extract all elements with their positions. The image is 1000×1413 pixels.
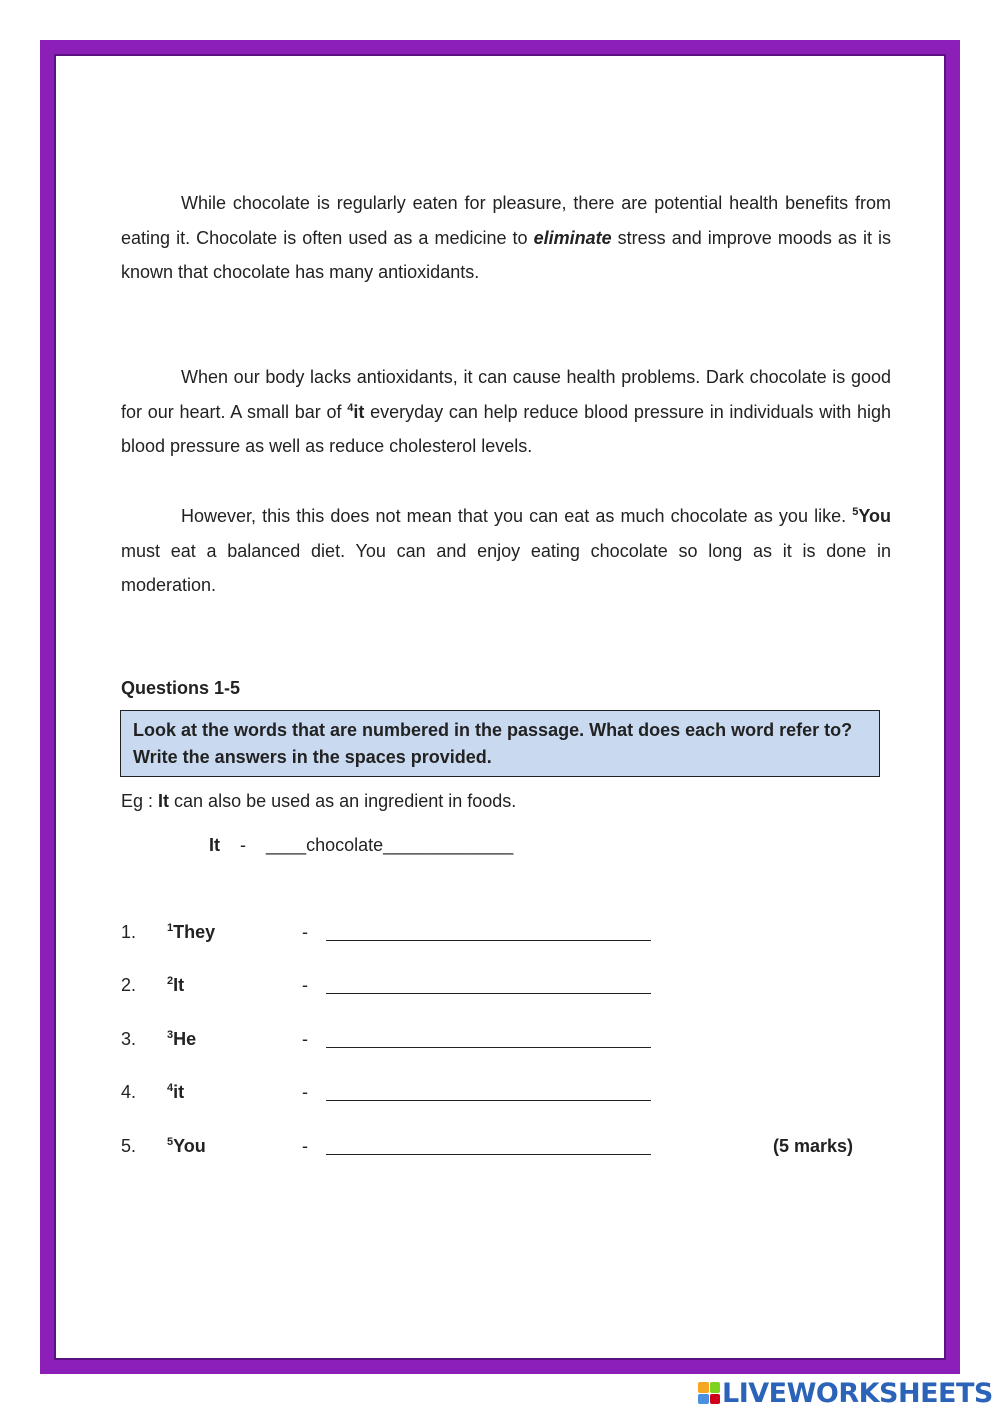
example-rest: can also be used as an ingredient in foods. xyxy=(169,791,517,811)
p2-text-before: When our body lacks antioxidants, it can cause health problems. Dark chocolate is good for our heart. A small bar of xyxy=(121,367,891,422)
question-word-sup: 3 xyxy=(167,1029,174,1041)
question-row-2 xyxy=(121,975,881,1001)
question-word xyxy=(167,1029,196,1050)
question-row-1 xyxy=(121,922,881,948)
answer-line-2[interactable] xyxy=(326,993,651,994)
p2-ref-number: 4 xyxy=(347,401,354,414)
question-word-text: it xyxy=(173,1082,185,1102)
question-number: 2. xyxy=(121,975,137,995)
p3-text-after: must eat a balanced diet. You can and enjoy eating chocolate so long as it is done in moderation. xyxy=(121,540,891,595)
question-word-sup: 5 xyxy=(167,1136,174,1148)
marks-label: (5 marks) xyxy=(773,1136,854,1156)
answer-line-5[interactable] xyxy=(326,1154,651,1155)
question-word-sup: 4 xyxy=(167,1082,174,1094)
watermark xyxy=(698,1378,993,1408)
question-number: 5. xyxy=(121,1136,137,1156)
question-row-3 xyxy=(121,1029,881,1055)
questions-heading: Questions 1-5 xyxy=(121,678,241,698)
question-word-sup: 2 xyxy=(167,975,174,987)
question-word xyxy=(167,975,184,996)
passage-paragraph-2 xyxy=(121,360,891,464)
question-word xyxy=(167,1082,184,1103)
question-word-text: They xyxy=(173,922,216,942)
p3-text-before: However, this this does not mean that you can eat as much chocolate as you like. xyxy=(181,506,853,526)
watermark-text: LIVEWORKSHEETS xyxy=(722,1377,993,1409)
example-answer-text: ____chocolate_____________ xyxy=(266,835,514,855)
question-word-text: It xyxy=(173,975,185,995)
p3-ref-word: You xyxy=(858,506,891,526)
question-row-4 xyxy=(121,1082,881,1108)
example-answer-word: It xyxy=(209,835,220,855)
question-number: 4. xyxy=(121,1082,137,1102)
question-number: 3. xyxy=(121,1029,137,1049)
example-word: It xyxy=(158,791,170,811)
question-word-text: You xyxy=(173,1136,206,1156)
question-dash: - xyxy=(302,1029,308,1049)
question-row-5 xyxy=(121,1136,881,1162)
example-prefix: Eg : xyxy=(121,791,159,811)
question-dash: - xyxy=(302,922,308,942)
question-word-sup: 1 xyxy=(167,922,174,934)
answer-line-1[interactable] xyxy=(326,940,651,941)
question-word-text: He xyxy=(173,1029,197,1049)
p1-emphasis-word: eliminate xyxy=(533,227,612,248)
question-dash: - xyxy=(302,975,308,995)
question-word xyxy=(167,922,215,943)
p1-text-after: stress and improve moods as it is known that chocolate has many antioxidants. xyxy=(121,227,891,282)
example-answer xyxy=(209,835,513,856)
p1-text-before: While chocolate is regularly eaten for pleasure, there are potential health benefits from eating it. Chocolate is often used as a medicine to xyxy=(121,193,891,248)
answer-line-3[interactable] xyxy=(326,1047,651,1048)
question-dash: - xyxy=(302,1136,308,1156)
instruction-box: Look at the words that are numbered in the passage. What does each word refer to? Write the answers in the spaces provided. xyxy=(120,710,880,777)
answer-line-4[interactable] xyxy=(326,1100,651,1101)
passage-paragraph-1 xyxy=(121,186,891,290)
example-sentence xyxy=(121,791,516,812)
p2-text-after: everyday can help reduce blood pressure in individuals with high blood pressure as well as reduce cholesterol levels. xyxy=(121,401,891,456)
question-dash: - xyxy=(302,1082,308,1102)
p2-ref-word: it xyxy=(353,401,365,422)
p3-ref-number: 5 xyxy=(852,506,859,518)
passage-paragraph-3 xyxy=(121,499,891,603)
question-number: 1. xyxy=(121,922,137,942)
liveworksheets-logo-icon xyxy=(698,1382,720,1404)
question-word xyxy=(167,1136,206,1157)
example-answer-dash: - xyxy=(240,835,247,855)
